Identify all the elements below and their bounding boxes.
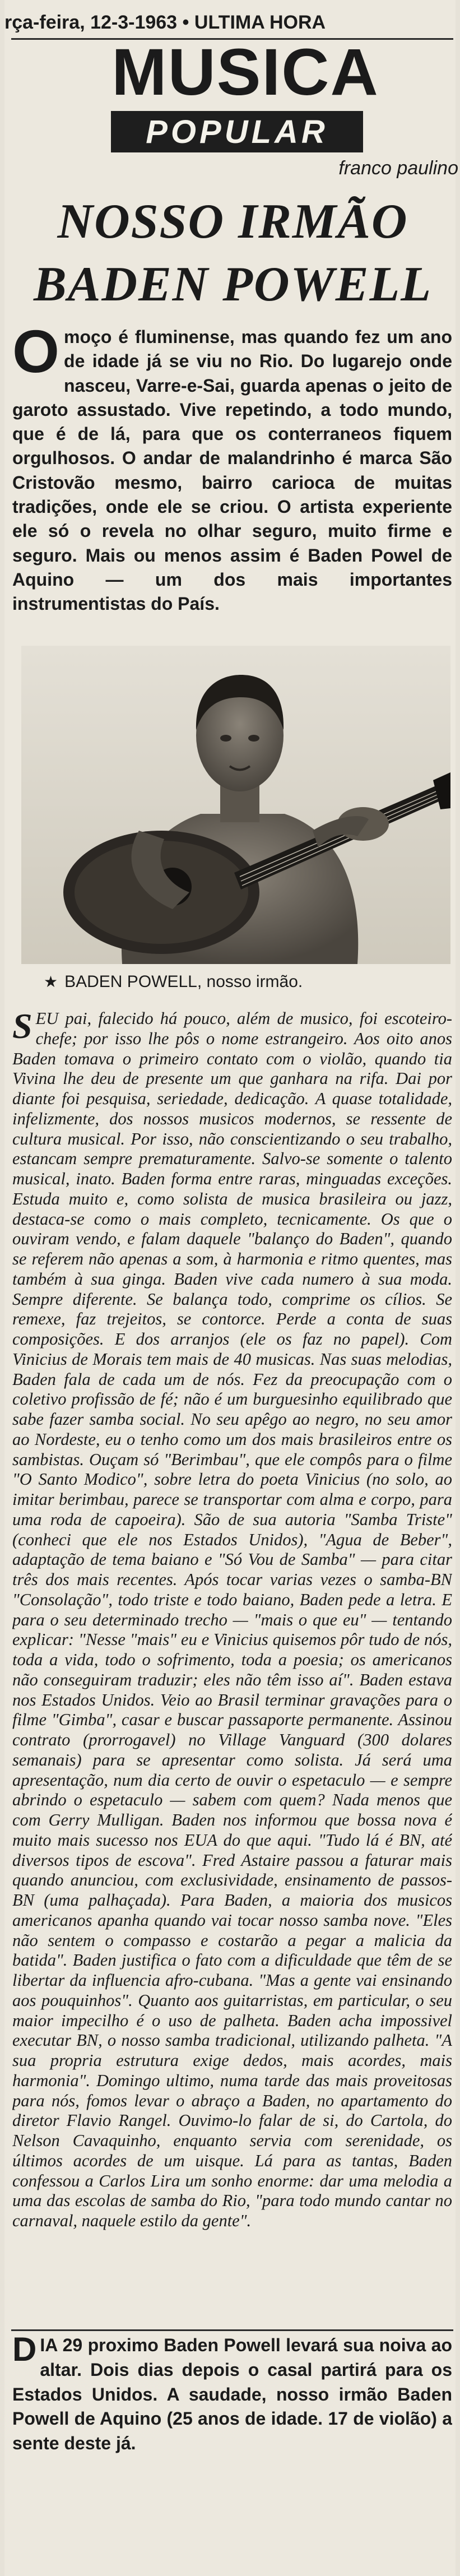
section-title: MUSICA: [111, 35, 379, 109]
lead-paragraph: [12, 317, 452, 617]
photo-caption: [44, 970, 436, 994]
headline-line-1: NOSSO IRMÃO: [57, 194, 408, 249]
closing-drop-cap: D: [12, 2333, 37, 2368]
lead-text: moço é fluminense, mas quando fez um ano de idade já se viu no Rio. Do lugarejo onde nasceu, Varre-e-Sai, guarda apenas o jeito de garoto assustado. Vive repetindo, a todo mundo, que é de lá, para que os conterraneos fiquem orgulhosos. O andar de malandrinho é marca São Cristovão mesmo, bairro carioca de muitas tradições, onde ele se criou. O artista experiente ele só o revela no olhar seguro, muito firme e seguro. Mais ou menos assim é Baden Powel de Aquino — um dos mais importantes instrumentistas do País.: [12, 327, 452, 614]
star-icon: ★: [44, 973, 58, 990]
lead-drop-cap: O: [12, 317, 60, 385]
headline-line-2: BADEN POWELL: [34, 257, 432, 312]
closing-paragraph: [12, 2333, 452, 2569]
section-subtitle-banner: [111, 111, 363, 152]
body-drop-cap: S: [12, 1009, 32, 1046]
article-body: [12, 1009, 452, 2329]
headline: [16, 191, 450, 316]
footer-rule: [11, 2329, 453, 2331]
section-subtitle: POPULAR: [146, 113, 328, 150]
article-body-text: EU pai, falecido há pouco, além de musico, foi escoteiro-chefe; por isso lhe pôs o nome estrangeiro. Aos oito anos Baden tomava o primeiro contato com o violão, quando tia Vivina lhe deu de presente um que ganhara na rifa. Dai por diante foi pesquisa, seriedade, dedicação. A quase totalidade, infelizmente, dos nossos musicos modernos, se ressente de cultura musical. Por isso, não conscientizando o seu trabalho, estancam sempre prematuramente. Salvo-se somente o talento musical, inato. Baden forma entre raras, minguadas exceções. Estuda muito e, como solista de musica brasileira ou jazz, destaca-se como o mais completo, tecnicamente. Os que o ouviram vendo, e falam daquele "balanço do Baden", quando se referem não apenas a som, à harmonia e ritmo quentes, mas também à sua ginga. Baden vive cada numero à sua moda. Sempre diferente. Se balança todo, comprime os cílios. Se remexe, faz trejeitos, se contorce. Perde a conta de suas composições. E dos arranjos (ele os faz no papel). Com Vinicius de Morais tem mais de 40 musicas. Nas suas melodias, Baden fala de cada um de nós. Fez da preocupação com o coletivo profissão de fé; não é um burguesinho equilibrado que sabe fazer samba social. No seu apêgo ao negro, no seu amor ao Nordeste, eu o tenho como um dos mais brasileiros entre os sambistas. Ouçam só "Berimbau", que ele compôs para o filme "O Santo Modico", sobre letra do poeta Vinicius (no solo, ao imitar berimbau, parece se transportar com alma e corpo, para uma roda de capoeira). São de sua autoria "Samba Triste" (conheci que ele nos Estados Unidos), "Agua de Beber", adaptação de tema baiano e "Só Vou de Samba" — para citar três dos mais recentes. Após tocar varias vezes o samba-BN "Consolação", todo triste e todo baiano, Baden pede a letra. E para o seu determinado trecho — "mais o que eu" — tentando explicar: "Nesse "mais" eu e Vinicius quisemos pôr tudo de nós, toda a vida, todo o sofrimento, toda a poesia; os americanos não conseguiram traduzir; eles não têm isso aí". Baden estava nos Estados Unidos. Veio ao Brasil terminar gravações para o filme "Gimba", casar e buscar passaporte permanente. Assinou contrato (prorrogavel) no Village Vanguard (300 dolares semanais) para se apresentar como solista. Já será uma apresentação, num dia certo de ouvir o espetaculo — e sempre abrindo o espetaculo — sabem com quem? Nada menos que com Gerry Mulligan. Baden nos informou que bossa nova é muito mais sucesso nos EUA do que aqui. "Tudo lá é BN, até diversos tipos de escova". Fred Astaire passou a faturar mais quando anunciou, com exclusividade, ensinamento de passos-BN (uma palhaçada). Para Baden, a maioria dos musicos americanos apanha quando vai tocar nosso samba nove. "Eles não sentem o compasso e costarão a pegar a malicia da batida". Baden justifica o fato com a dificuldade que têm de se libertar da influencia afro-cubana. "Mas a gente vai ensinando aos pouquinhos". Quanto aos guitarristas, em particular, o seu maior impecilho é o uso de palheta. Baden acha impossivel executar BN, o nosso samba tradicional, utilizando palheta. "A sua propria estrutura exige dedos, mais acordes, mais harmonia". Domingo ultimo, numa tarde das mais proveitosas para nós, fomos levar o abraço a Baden, no apartamento do diretor Flavio Rangel. Ouvimo-lo falar de si, do Cartola, do Nelson Cavaquinho, enquanto servia com serenidade, os últimos acordes de um uisque. Lá para as tantas, Baden confessou a Carlos Lira um sonho enorme: dar uma melodia a uma das escolas de samba do Rio, "para todo mundo cantar no carnaval, naquele estilo da gente".: [12, 1009, 452, 2230]
guitarist-photo-illustration: [21, 646, 450, 964]
dateline: rça-feira, 12-3-1963 • ULTIMA HORA: [4, 12, 326, 33]
byline: franco paulino: [338, 157, 458, 179]
closing-text: IA 29 proximo Baden Powell levará sua noiva ao altar. Dois dias depois o casal partirá para os Estados Unidos. A saudade, nosso irmão Baden Powell de Aquino (25 anos de idade. 17 de violão) a sente deste já.: [12, 2335, 452, 2454]
newspaper-clipping: [4, 0, 456, 2576]
photo-caption-text: BADEN POWELL, nosso irmão.: [64, 972, 303, 991]
guitarist-photo: [21, 646, 450, 964]
